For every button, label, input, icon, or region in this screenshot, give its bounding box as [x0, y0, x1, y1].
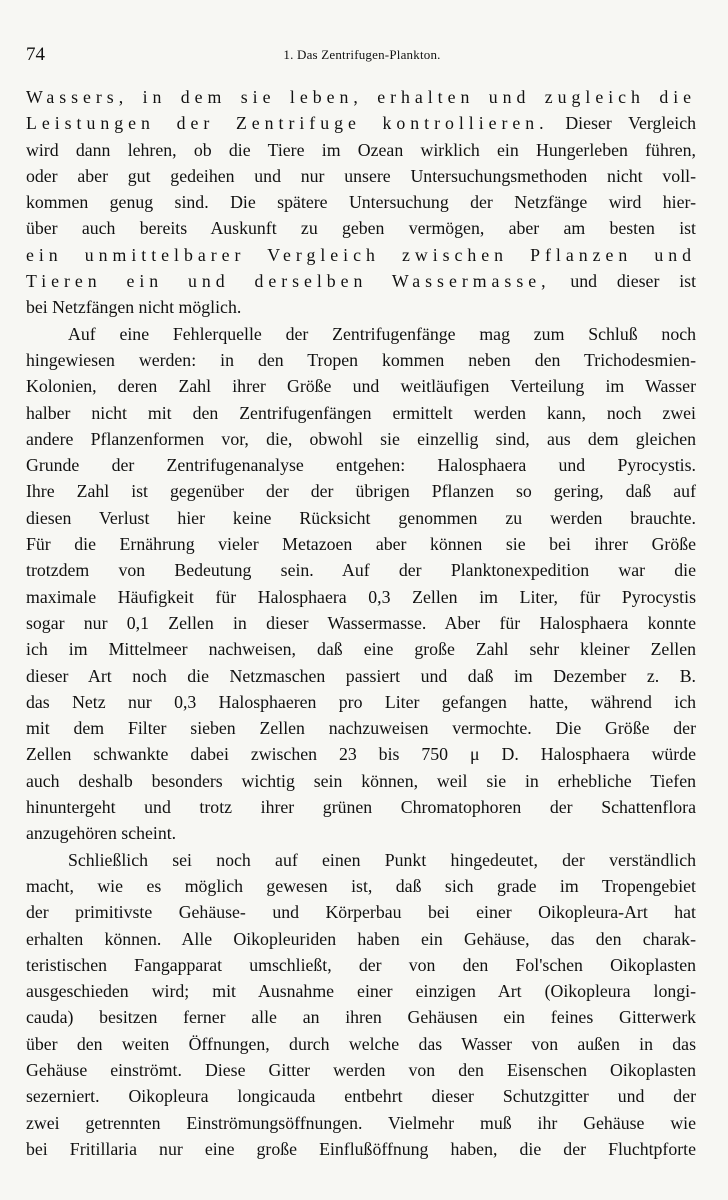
text-segment: Dieser Vergleich: [548, 113, 696, 134]
text-line: bei Fritillaria nur eine große Einflußöffnung haben, die der Fluchtpforte: [26, 1138, 696, 1159]
text-line: anzugehören scheint.: [26, 823, 177, 844]
text-line: wird dann lehren, ob die Tiere im Ozean wirklich ein Hungerleben führen,: [26, 139, 696, 160]
text-line: teristischen Fangapparat umschließt, der von den Fol'schen Oikoplasten: [26, 954, 696, 975]
paragraph: [26, 321, 696, 847]
text-line: halber nicht mit den Zentrifugenfängen ermittelt werden kann, noch zwei: [26, 402, 696, 423]
text-line: erhalten können. Alle Oikopleuriden haben ein Gehäuse, das den charak-: [26, 928, 696, 949]
paragraph: [26, 847, 696, 1163]
paragraph: [26, 84, 696, 321]
text-line: zwei getrennten Einströmungsöffnungen. Vielmehr muß ihr Gehäuse wie: [26, 1112, 696, 1133]
text-line: über auch bereits Auskunft zu geben vermögen, aber am besten ist: [26, 218, 696, 239]
text-line: Wassers, in dem sie leben, erhalten und zugleich die: [26, 87, 696, 107]
text-line: das Netz nur 0,3 Halosphaeren pro Liter gefangen hatte, während ich: [26, 691, 696, 712]
text-line: diesen Verlust hier keine Rücksicht genommen zu werden brauchte.: [26, 507, 696, 528]
text-line: Auf eine Fehlerquelle der Zentrifugenfänge mag zum Schluß noch: [68, 323, 696, 344]
text-segment: und dieser ist: [550, 271, 696, 292]
body-text: [26, 84, 696, 1162]
text-line: andere Pflanzenformen vor, die, obwohl sie einzellig sind, aus dem gleichen: [26, 428, 696, 449]
text-line: Kolonien, deren Zahl ihrer Größe und weitläufigen Verteilung im Wasser: [26, 376, 696, 397]
text-line: auch deshalb besonders wichtig sein können, weil sie in erhebliche Tiefen: [26, 770, 696, 791]
text-line: ausgeschieden wird; mit Ausnahme einer einzigen Art (Oikopleura longi-: [26, 981, 696, 1002]
text-line: sezerniert. Oikopleura longicauda entbehrt dieser Schutzgitter und der: [26, 1086, 696, 1107]
text-line: hinuntergeht und trotz ihrer grünen Chromatophoren der Schattenflora: [26, 797, 696, 818]
page-header: [26, 44, 698, 66]
text-line: ein unmittelbarer Vergleich zwischen Pflanzen und: [26, 244, 696, 265]
text-line: Gehäuse einströmt. Diese Gitter werden von den Eisenschen Oikoplasten: [26, 1059, 696, 1080]
text-line: kommen genug sind. Die spätere Untersuchung der Netzfänge wird hier-: [26, 192, 696, 213]
text-line: [26, 110, 696, 136]
text-line: mit dem Filter sieben Zellen nachzuweisen vermochte. Die Größe der: [26, 718, 696, 739]
text-line: Schließlich sei noch auf einen Punkt hingedeutet, der verständlich: [68, 849, 696, 870]
text-line: der primitivste Gehäuse- und Körperbau bei einer Oikopleura-Art hat: [26, 902, 696, 923]
text-line: Für die Ernährung vieler Metazoen aber können sie bei ihrer Größe: [26, 534, 696, 555]
running-head: 1. Das Zentrifugen-Plankton.: [283, 47, 441, 62]
text-line: Grunde der Zentrifugenanalyse entgehen: Halosphaera und Pyrocystis.: [26, 455, 696, 476]
text-line: sogar nur 0,1 Zellen in dieser Wassermasse. Aber für Halosphaera konnte: [26, 612, 696, 633]
text-line: Zellen schwankte dabei zwischen 23 bis 750 μ D. Halosphaera würde: [26, 744, 696, 765]
text-line: dieser Art noch die Netzmaschen passiert und daß im Dezember z. B.: [26, 665, 696, 686]
spaced-emphasis: Leistungen der Zentrifuge kontrollieren.: [26, 113, 549, 134]
text-line: ich im Mittelmeer nachweisen, daß eine große Zahl sehr kleiner Zellen: [26, 639, 696, 660]
text-line: über den weiten Öffnungen, durch welche das Wasser von außen in das: [26, 1033, 696, 1054]
text-line: maximale Häufigkeit für Halosphaera 0,3 Zellen im Liter, für Pyrocystis: [26, 586, 696, 607]
text-line: hingewiesen werden: in den Tropen kommen neben den Trichodesmien-: [26, 349, 696, 370]
spaced-emphasis: Tieren ein und derselben Wassermasse,: [26, 271, 551, 292]
text-line: oder aber gut gedeihen und nur unsere Untersuchungsmethoden nicht voll-: [26, 165, 696, 186]
text-line: cauda) besitzen ferner alle an ihren Gehäusen ein feines Gitterwerk: [26, 1007, 696, 1028]
text-line: [26, 268, 696, 294]
text-line: Ihre Zahl ist gegenüber der der übrigen Pflanzen so gering, daß auf: [26, 481, 696, 502]
text-line: bei Netzfängen nicht möglich.: [26, 297, 242, 318]
text-line: macht, wie es möglich gewesen ist, daß sich grade im Tropengebiet: [26, 875, 696, 896]
text-line: trotzdem von Bedeutung sein. Auf der Planktonexpedition war die: [26, 560, 696, 581]
page-number: 74: [26, 44, 45, 65]
